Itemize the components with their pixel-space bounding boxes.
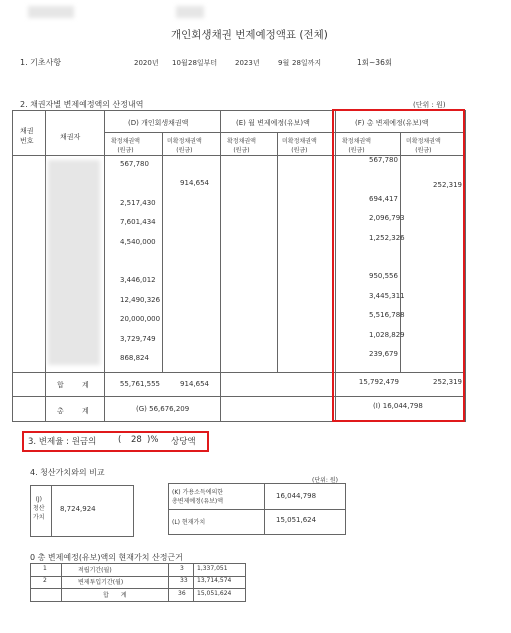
section4-label: 4. 청산가치와의 비교 bbox=[30, 468, 105, 477]
row-f-confirmed: 3,445,311 bbox=[369, 291, 405, 300]
rate-open: ( bbox=[118, 435, 122, 445]
total-g: (G) 56,676,209 bbox=[136, 405, 190, 413]
sum-f-unconfirmed: 252,319 bbox=[433, 378, 462, 386]
group-d-header: (D) 개인회생채권액 bbox=[128, 119, 189, 127]
col-creditor-header: 채권자 bbox=[60, 133, 81, 141]
sum-d-confirmed: 55,761,555 bbox=[119, 380, 160, 388]
col-no-header: 채권 번호 bbox=[20, 127, 34, 145]
redacted-header-left bbox=[28, 6, 74, 18]
row-f-confirmed: 239,679 bbox=[369, 350, 398, 358]
total-i: (I) 16,044,798 bbox=[373, 402, 423, 410]
j-label: (J) 청산 가치 bbox=[33, 496, 45, 521]
section2-unit: (단위 : 원) bbox=[413, 101, 446, 109]
pv-sum-months: 36 bbox=[178, 590, 186, 597]
pv-row-name: 변제투입기간(월) bbox=[78, 579, 124, 586]
section3-label: 3. 변제율 : 원금의 bbox=[28, 437, 97, 447]
divider bbox=[61, 563, 62, 602]
row-f-confirmed: 694,417 bbox=[369, 194, 398, 203]
section5-label: 0 총 변제예정(유보)액의 현재가치 산정근거 bbox=[30, 553, 183, 562]
start-day: 28일부터 bbox=[188, 59, 218, 67]
k-value: 16,044,798 bbox=[276, 492, 317, 500]
section2-label: 2. 채권자별 변제예정액의 산정내역 bbox=[20, 100, 144, 109]
divider bbox=[30, 588, 246, 589]
sum-f-confirmed: 15,792,479 bbox=[358, 378, 399, 386]
divider bbox=[168, 509, 346, 510]
end-year: 2023년 bbox=[235, 59, 260, 67]
rate-close: )% bbox=[147, 435, 159, 445]
row-d-confirmed: 868,824 bbox=[120, 354, 149, 362]
row-f-confirmed: 5,516,788 bbox=[369, 311, 405, 320]
sum-label: 합 계 bbox=[57, 381, 97, 389]
e-confirmed-header: 확정채권액 (원금) bbox=[227, 138, 256, 154]
pv-sum-label: 합 계 bbox=[103, 592, 132, 599]
end-month: 9월 bbox=[278, 59, 290, 67]
row-f-confirmed: 2,096,793 bbox=[369, 214, 405, 223]
row-d-confirmed: 20,000,000 bbox=[120, 315, 161, 324]
sum-d-unconfirmed: 914,654 bbox=[180, 380, 209, 388]
pv-sum-amount: 15,051,624 bbox=[197, 590, 232, 597]
f-unconfirmed-header: 미확정채권액 (원금) bbox=[406, 138, 441, 154]
section4-unit: (단위: 원) bbox=[312, 477, 338, 484]
pv-row-amount: 13,714,574 bbox=[197, 577, 232, 584]
start-month: 10월 bbox=[172, 59, 188, 67]
pv-row-amount: 1,337,051 bbox=[197, 565, 228, 572]
row-d-confirmed: 3,729,749 bbox=[120, 334, 156, 343]
row-f-confirmed: 950,556 bbox=[369, 272, 398, 281]
divider bbox=[220, 110, 221, 422]
pv-row-name: 적립기간(월) bbox=[78, 567, 112, 574]
row-f-unconfirmed: 252,319 bbox=[433, 181, 462, 190]
row-d-confirmed: 2,517,430 bbox=[120, 198, 156, 207]
installments: 1회~36회 bbox=[357, 58, 393, 67]
highlight-f-column bbox=[332, 109, 465, 422]
pv-row-months: 3 bbox=[180, 565, 184, 572]
pv-row-months: 33 bbox=[180, 577, 188, 584]
end-day: 28일까지 bbox=[292, 59, 322, 67]
l-label: (L) 현재가치 bbox=[172, 519, 206, 526]
total-label: 총 계 bbox=[57, 407, 97, 415]
redacted-header-right bbox=[176, 6, 204, 18]
row-d-confirmed: 4,540,000 bbox=[120, 237, 156, 246]
rate-suffix: 상당액 bbox=[171, 437, 196, 447]
row-f-confirmed: 567,780 bbox=[369, 156, 398, 164]
row-d-confirmed: 567,780 bbox=[120, 160, 149, 168]
page-title: 개인회생채권 번제예정액표 (전체) bbox=[171, 29, 328, 41]
d-confirmed-header: 확정채권액 (원금) bbox=[111, 138, 140, 154]
row-f-confirmed: 1,252,326 bbox=[369, 233, 405, 242]
l-value: 15,051,624 bbox=[276, 516, 317, 524]
k-label: (K) 가용소득에의한 총변제예정(유보)액 bbox=[172, 489, 224, 505]
d-unconfirmed-header: 미확정채권액 (원금) bbox=[167, 138, 202, 154]
group-f-header: (F) 총 변제예정(유보)액 bbox=[355, 119, 429, 127]
divider bbox=[51, 485, 52, 537]
pv-row-no: 1 bbox=[43, 565, 47, 572]
repayment-rate: 28 bbox=[131, 435, 142, 445]
row-f-confirmed: 1,028,829 bbox=[369, 330, 405, 339]
divider bbox=[45, 110, 46, 422]
pv-row-no: 2 bbox=[43, 577, 47, 584]
divider bbox=[168, 563, 169, 602]
j-value: 8,724,924 bbox=[60, 505, 96, 513]
section1-label: 1. 기초사항 bbox=[20, 58, 62, 67]
start-year: 2020년 bbox=[134, 59, 159, 67]
row-d-confirmed: 12,490,326 bbox=[120, 295, 161, 304]
row-d-unconfirmed: 914,654 bbox=[180, 179, 209, 188]
divider bbox=[277, 132, 278, 372]
e-unconfirmed-header: 미확정채권액 (원금) bbox=[282, 138, 317, 154]
row-d-confirmed: 3,446,012 bbox=[120, 276, 156, 285]
divider bbox=[104, 110, 105, 422]
divider bbox=[193, 563, 194, 602]
redacted-creditor-names bbox=[48, 160, 100, 365]
f-confirmed-header: 확정채권액 (원금) bbox=[342, 138, 371, 154]
group-e-header: (E) 월 변제예정(유보)액 bbox=[236, 119, 310, 127]
row-d-confirmed: 7,601,434 bbox=[120, 218, 156, 227]
